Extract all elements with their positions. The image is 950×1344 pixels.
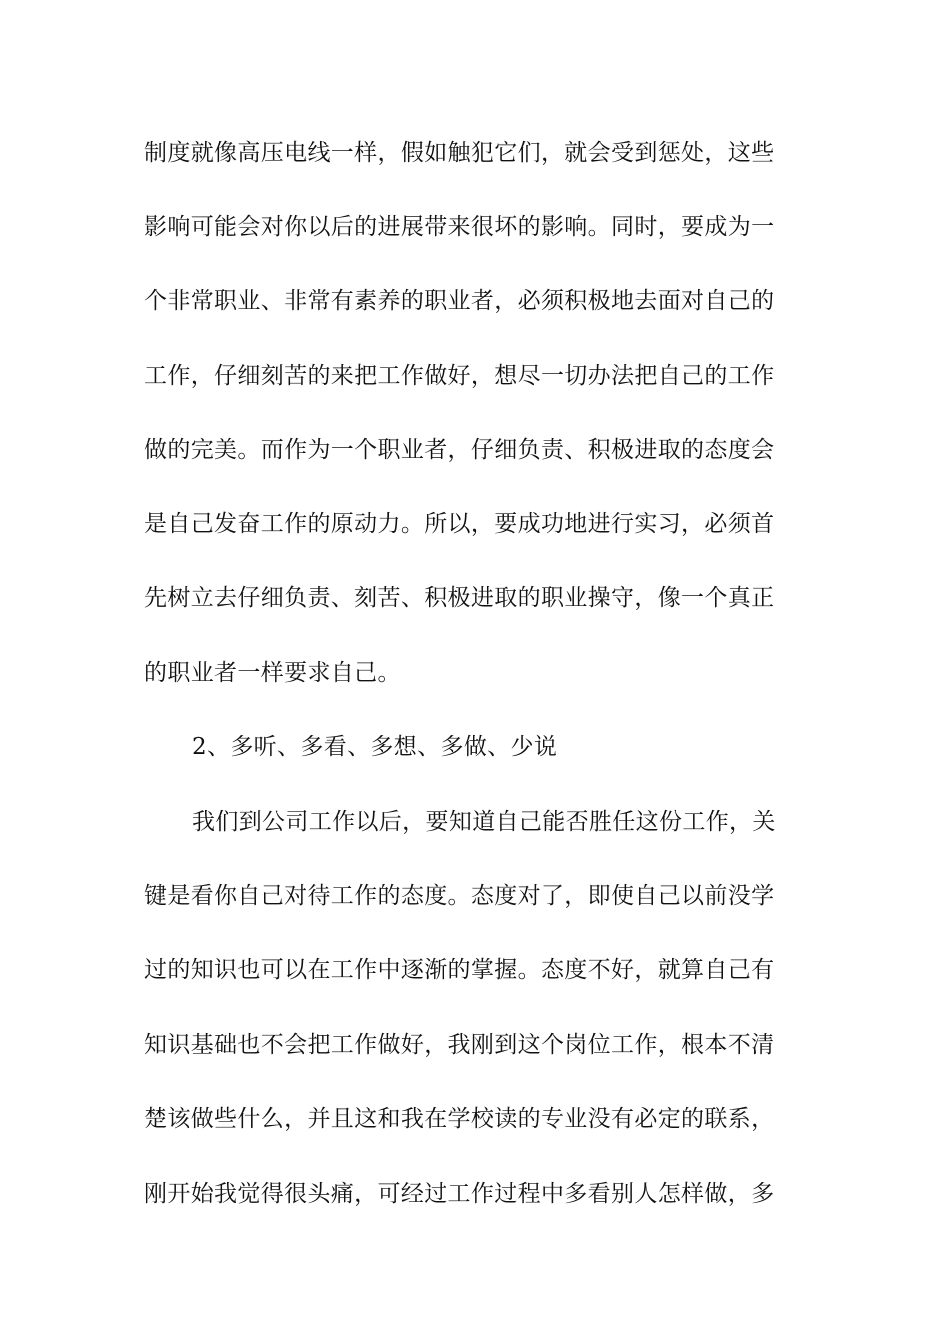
- text-line: 工作，仔细刻苦的来把工作做好，想尽一切办法把自己的工作: [144, 363, 775, 389]
- text-line: 做的完美。而作为一个职业者，仔细负责、积极进取的态度会: [144, 437, 775, 463]
- text-line: 过的知识也可以在工作中逐渐的掌握。态度不好，就算自己有: [144, 957, 775, 983]
- text-line: 的职业者一样要求自己。: [144, 660, 401, 686]
- text-line: 知识基础也不会把工作做好，我刚到这个岗位工作，根本不清: [144, 1032, 775, 1058]
- text-line: 键是看你自己对待工作的态度。态度对了，即使自己以前没学: [144, 883, 775, 909]
- text-line: 制度就像高压电线一样，假如触犯它们，就会受到惩处，这些: [144, 140, 775, 166]
- text-line: 影响可能会对你以后的进展带来很坏的影响。同时，要成为一: [144, 214, 775, 240]
- text-line: 刚开始我觉得很头痛，可经过工作过程中多看别人怎样做，多: [144, 1181, 775, 1207]
- text-line: 是自己发奋工作的原动力。所以，要成功地进行实习，必须首: [144, 511, 775, 537]
- text-line: 个非常职业、非常有素养的职业者，必须积极地去面对自己的: [144, 288, 775, 314]
- text-line: 楚该做些什么，并且这和我在学校读的专业没有必定的联系，: [144, 1106, 775, 1132]
- text-line: 先树立去仔细负责、刻苦、积极进取的职业操守，像一个真正: [144, 585, 775, 611]
- section-heading: 2、多听、多看、多想、多做、少说: [192, 734, 558, 760]
- paragraph-first-line: 我们到公司工作以后，要知道自己能否胜任这份工作，关: [192, 809, 776, 835]
